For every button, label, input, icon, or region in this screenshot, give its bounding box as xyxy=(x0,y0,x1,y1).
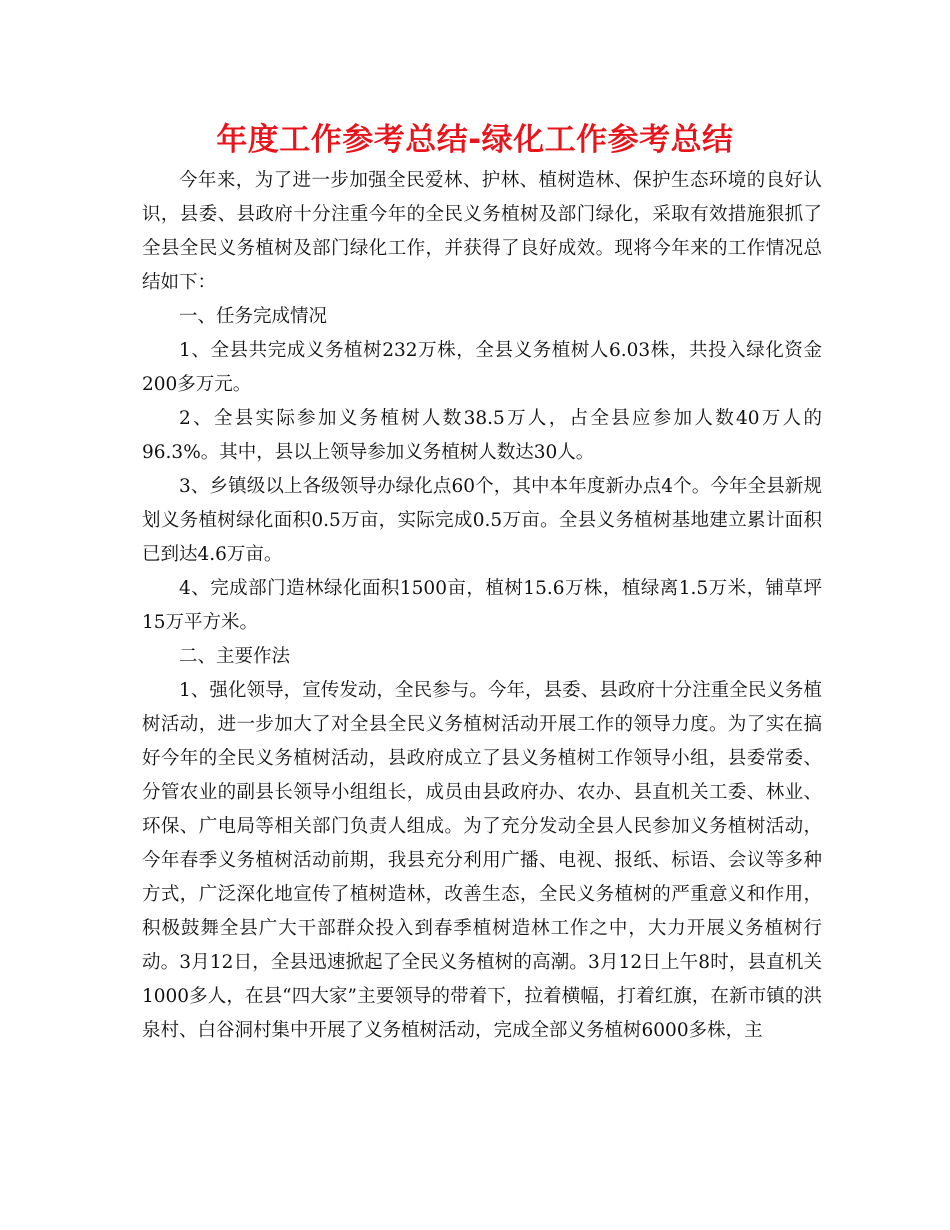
task-item-3: 3、乡镇级以上各级领导办绿化点60个，其中本年度新办点4个。今年全县新规划义务植树绿化面积0.5万亩，实际完成0.5万亩。全县义务植树基地建立累计面积已到达4.6万亩。 xyxy=(142,476,822,565)
document-title: 年度工作参考总结-绿化工作参考总结 xyxy=(216,122,734,158)
task-item-2: 2、全县实际参加义务植树人数38.5万人，占全县应参加人数40万人的96.3%。其中，县以上领导参加义务植树人数达30人。 xyxy=(142,408,822,463)
intro-paragraph: 今年来，为了进一步加强全民爱林、护林、植树造林、保护生态环境的良好认识，县委、县政府十分注重今年的全民义务植树及部门绿化，采取有效措施狠抓了全县全民义务植树及部门绿化工作，并获得了良好成效。现将今年来的工作情况总结如下： xyxy=(142,170,822,293)
method-item-1: 1、强化领导，宣传发动，全民参与。今年，县委、县政府十分注重全民义务植树活动，进一步加大了对全县全民义务植树活动开展工作的领导力度。为了实在搞好今年的全民义务植树活动，县政府成立了县义务植树工作领导小组，县委常委、分管农业的副县长领导小组组长，成员由县政府办、农办、县直机关工委、林业、环保、广电局等相关部门负责人组成。为了充分发动全县人民参加义务植树活动，今年春季义务植树活动前期，我县充分利用广播、电视、报纸、标语、会议等多种方式，广泛深化地宣传了植树造林，改善生态，全民义务植树的严重意义和作用，积极鼓舞全县广大干部群众投入到春季植树造林工作之中，大力开展义务植树行动。3月12日，全县迅速掀起了全民义务植树的高潮。3月12日上午8时，县直机关1000多人，在县“四大家”主要领导的带着下，拉着横幅，打着红旗，在新市镇的洪泉村、白谷洞村集中开展了义务植树活动，完成全部义务植树6000多株，主 xyxy=(142,680,822,1041)
task-item-1: 1、全县共完成义务植树232万株，全县义务植树人6.03株，共投入绿化资金200多万元。 xyxy=(142,340,822,395)
document-body xyxy=(142,164,822,1048)
task-item-4: 4、完成部门造林绿化面积1500亩，植树15.6万株，植绿离1.5万米，铺草坪15万平方米。 xyxy=(142,578,822,633)
section-heading-main-methods: 二、主要作法 xyxy=(179,646,291,667)
section-heading-task-completion: 一、任务完成情况 xyxy=(179,306,328,327)
